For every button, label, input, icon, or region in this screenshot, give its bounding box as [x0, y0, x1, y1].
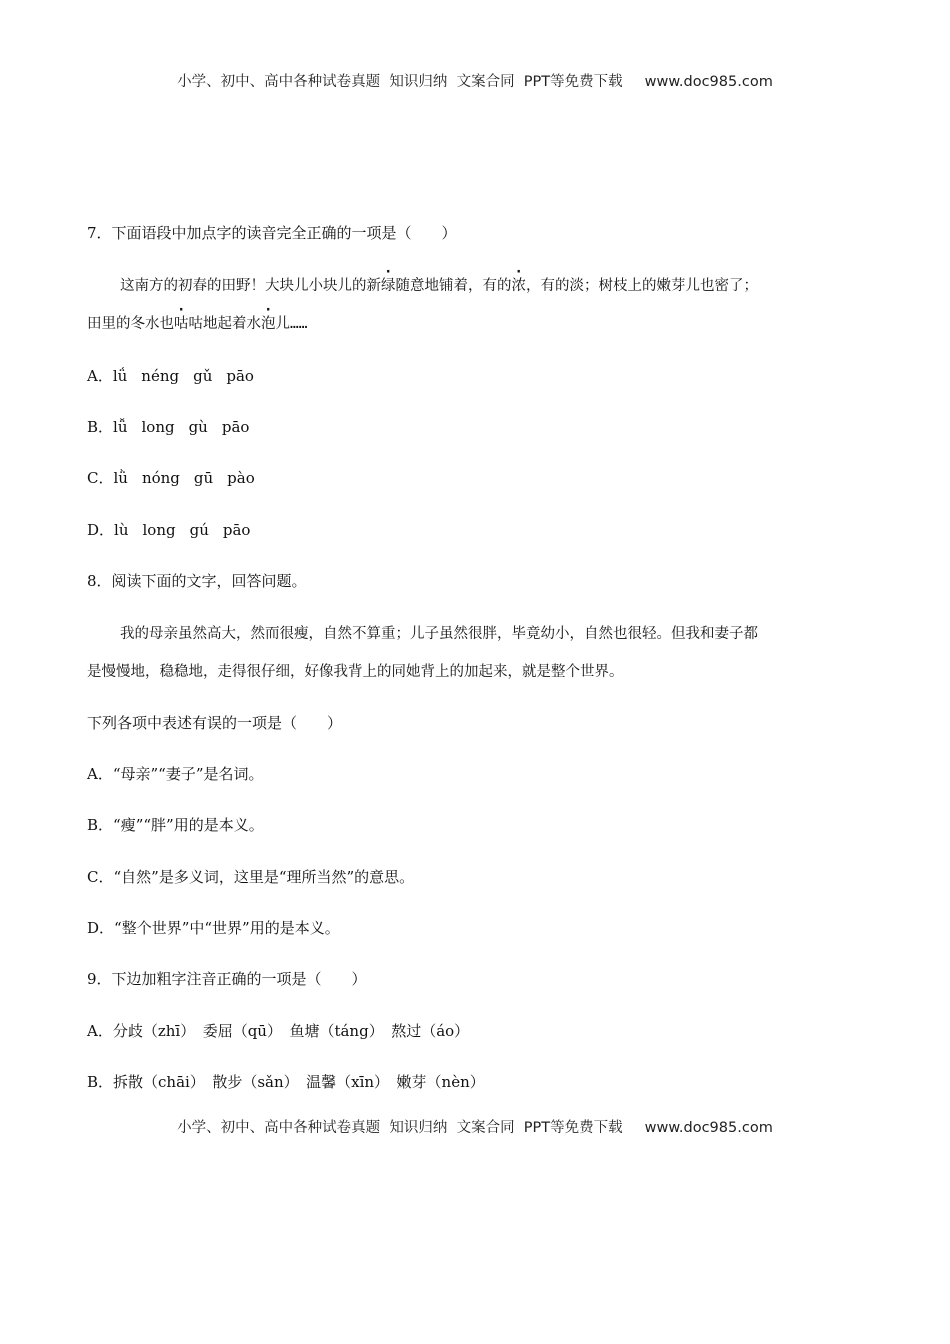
header-url: www.doc985.com [644, 74, 773, 90]
q9-option-a: A．分歧（zhī） 委屈（qū） 鱼塘（táng） 熬过（áo） [87, 1022, 470, 1040]
q7-stem: 7．下面语段中加点字的读音完全正确的一项是（ ） [87, 224, 457, 242]
q8-option-a: A．“母亲”“妻子”是名词。 [87, 765, 264, 783]
q7-passage-line1: 这南方的初春的田野！大块儿小块儿的新绿随意地铺着，有的浓，有的淡；树枝上的嫩芽儿也密了； [120, 278, 758, 294]
footer-url: www.doc985.com [644, 1120, 773, 1136]
q8-passage-line2: 是慢慢地，稳稳地，走得很仔细，好像我背上的同她背上的加起来，就是整个世界。 [87, 664, 624, 680]
dotted-char: 咕 [174, 316, 189, 332]
page-header [0, 70, 950, 91]
page-footer [0, 1116, 950, 1137]
q8-option-c: C．“自然”是多义词，这里是“理所当然”的意思。 [87, 868, 415, 886]
q8-passage-line1: 我的母亲虽然高大，然而很瘦，自然不算重；儿子虽然很胖，毕竟幼小，自然也很轻。但我和妻子都 [120, 626, 758, 642]
q7-passage-line2: 田里的冬水也咕咕地起着水泡儿…… [87, 316, 308, 332]
q8-question: 下列各项中表述有误的一项是（ ） [87, 714, 343, 732]
q7-option-b: B．lǚ long gù pāo [87, 418, 250, 436]
q9-option-b: B．拆散（chāi） 散步（sǎn） 温馨（xīn） 嫩芽（nèn） [87, 1073, 485, 1091]
header-text: 小学、初中、高中各种试卷真题 知识归纳 文案合同 PPT等免费下载 [177, 74, 623, 90]
q7-option-d: D．lù long gú pāo [87, 521, 251, 539]
q8-option-d: D．“整个世界”中“世界”用的是本义。 [87, 919, 340, 937]
dotted-char: 泡 [261, 316, 276, 332]
q9-stem: 9．下边加粗字注音正确的一项是（ ） [87, 970, 367, 988]
dotted-char: 绿 [381, 278, 396, 294]
q7-option-a: A．lǘ néng gǔ pāo [87, 367, 254, 385]
q7-option-c: C．lǜ nóng gū pào [87, 469, 255, 487]
q8-option-b: B．“瘦”“胖”用的是本义。 [87, 816, 264, 834]
footer-text: 小学、初中、高中各种试卷真题 知识归纳 文案合同 PPT等免费下载 [177, 1120, 623, 1136]
dotted-char: 浓 [511, 278, 526, 294]
q8-stem: 8．阅读下面的文字，回答问题。 [87, 572, 307, 590]
